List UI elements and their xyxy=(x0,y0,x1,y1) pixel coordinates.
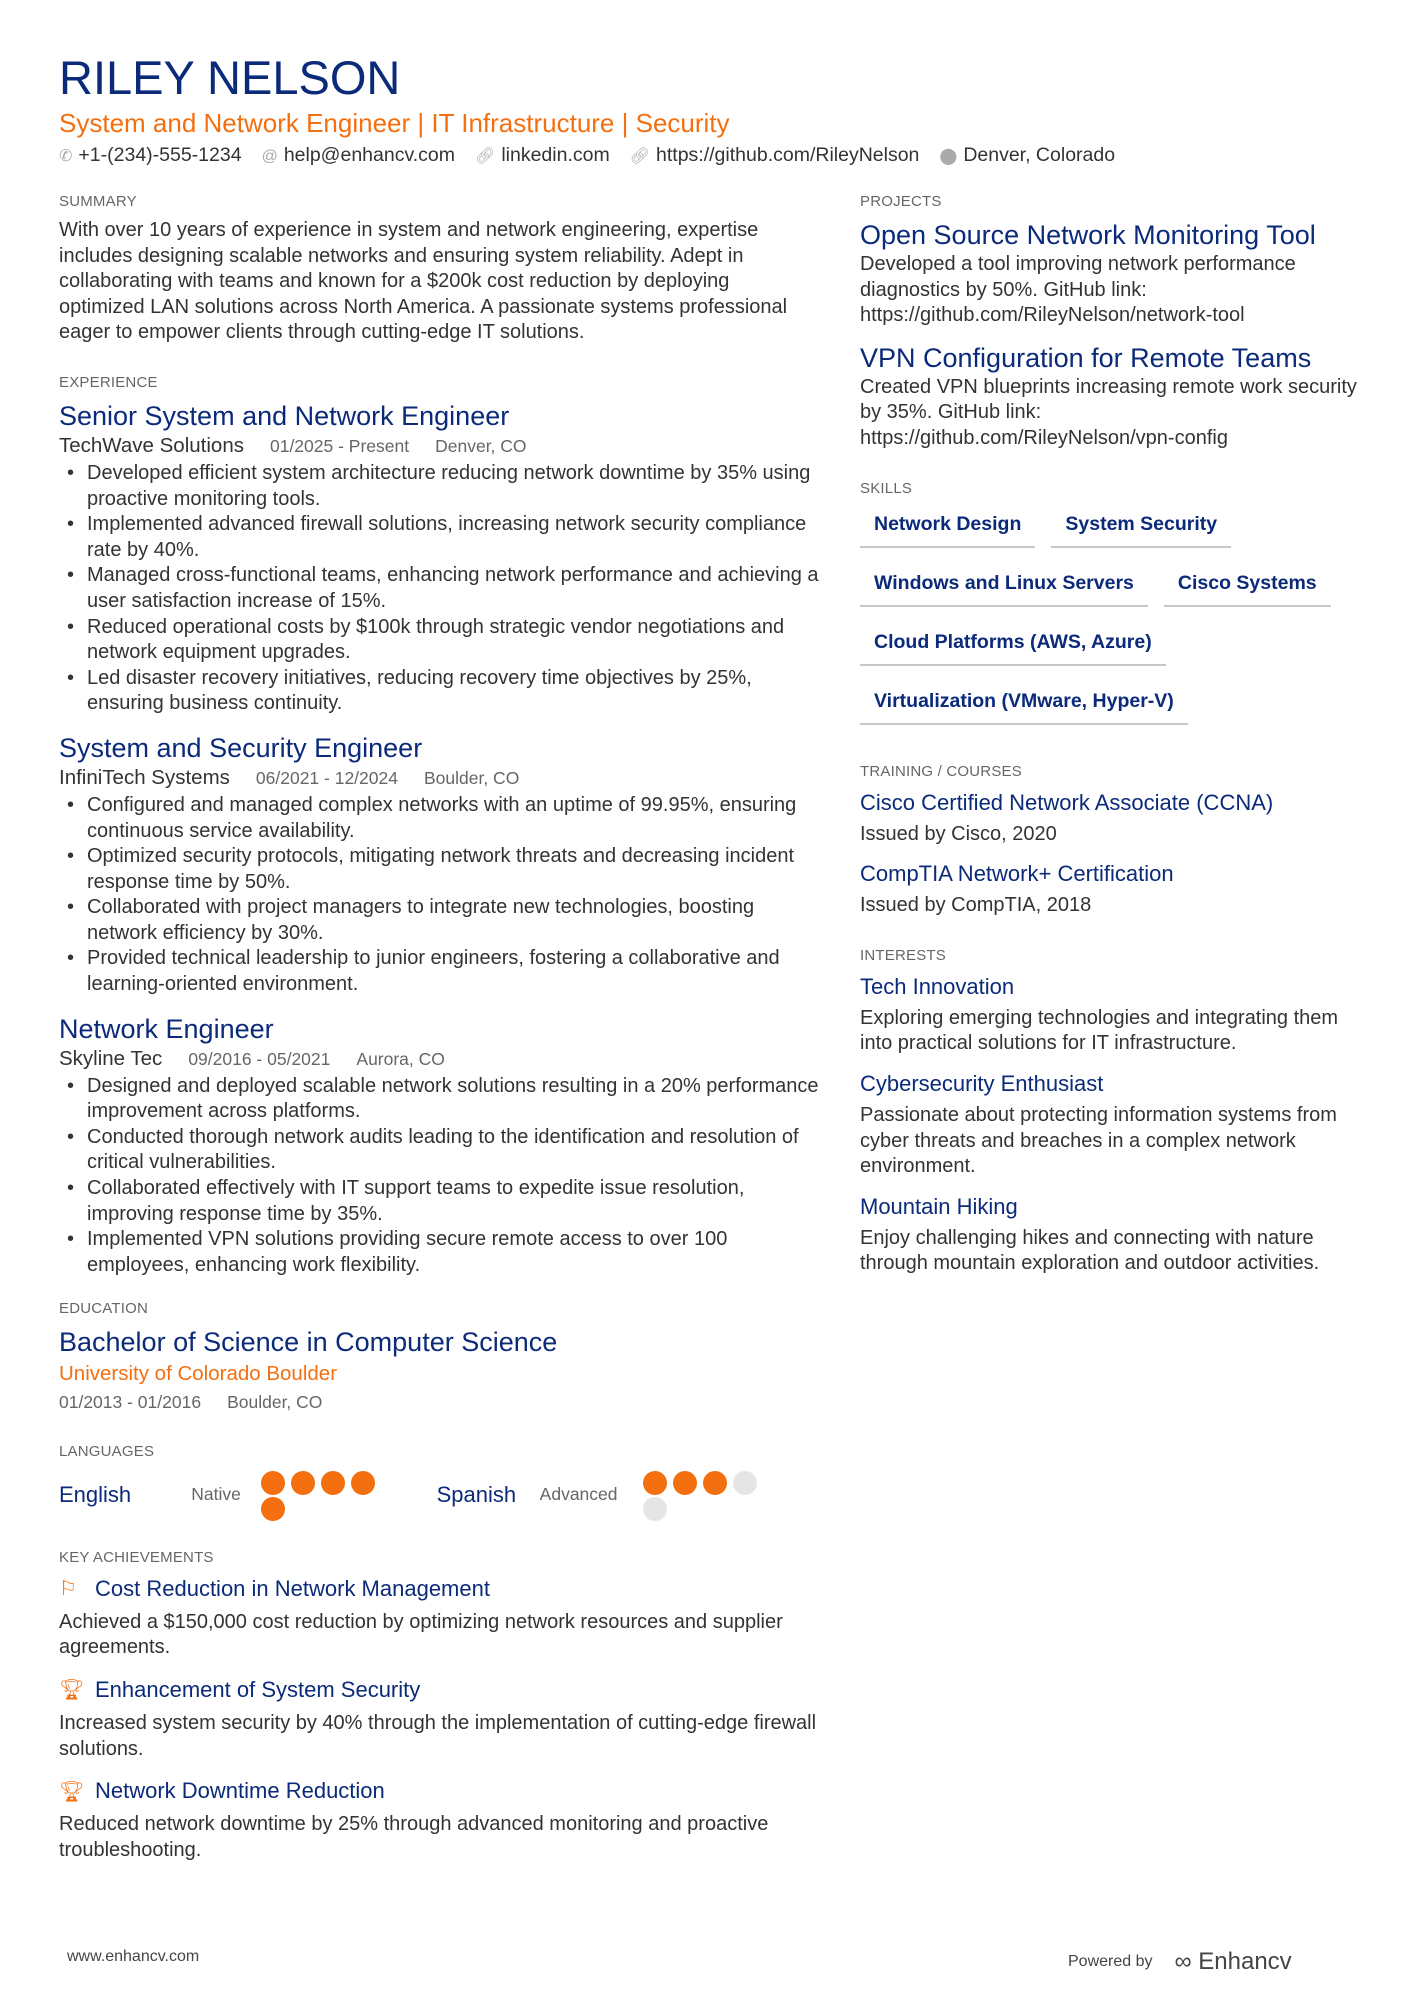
trophy-icon: 🏆︎ xyxy=(59,1780,85,1803)
footer-brand[interactable] xyxy=(1068,1948,1292,1976)
interest-text: Enjoy challenging hikes and connecting with nature through mountain exploration and outdoor activities. xyxy=(860,1226,1320,1275)
language-level: Advanced xyxy=(539,1484,618,1505)
bullet: • Collaborated effectively with IT support teams to expedite issue resolution, improving response time by 35%. xyxy=(59,1176,819,1227)
job-bullets xyxy=(59,1074,819,1279)
bullet: • Reduced operational costs by $100k through strategic vendor negotiations and network equipment upgrades. xyxy=(59,615,819,666)
project xyxy=(860,341,1360,452)
course-issuer: Issued by Cisco, 2020 xyxy=(860,822,1057,845)
interest-text: Passionate about protecting information systems from cyber threats and breaches in a complex network environment. xyxy=(860,1103,1337,1178)
trophy-icon: 🏆︎ xyxy=(59,1679,85,1702)
skill-tag: Cisco Systems xyxy=(1164,564,1331,607)
language-name: English xyxy=(59,1481,132,1507)
job-bullets xyxy=(59,793,819,998)
github-text: https://github.com/RileyNelson xyxy=(656,144,920,166)
left-column xyxy=(59,193,819,1891)
link-icon: 🔗︎ xyxy=(629,148,651,165)
bullet: • Managed cross-functional teams, enhancing network performance and achieving a user satisfaction increase of 15%. xyxy=(59,563,819,614)
company: TechWave Solutions xyxy=(59,433,244,457)
bullet: • Provided technical leadership to junior engineers, fostering a collaborative and learning-oriented environment. xyxy=(59,946,819,997)
job-entry xyxy=(59,399,819,717)
languages-section xyxy=(59,1443,819,1520)
achievements-section xyxy=(59,1549,819,1864)
interest-title: Cybersecurity Enthusiast xyxy=(860,1070,1104,1096)
rating-dots xyxy=(261,1468,407,1520)
job-dates: 06/2021 - 12/2024 xyxy=(255,767,398,788)
skill-tag: Virtualization (VMware, Hyper-V) xyxy=(860,682,1188,725)
achievement xyxy=(59,1574,819,1661)
project xyxy=(860,218,1360,329)
candidate-name: RILEY NELSON xyxy=(59,51,401,104)
language-name: Spanish xyxy=(436,1481,517,1507)
enhancv-logo-icon: ∞ Enhancv xyxy=(1174,1948,1292,1975)
phone-text: +1-(234)-555-1234 xyxy=(78,144,242,166)
achievement-header xyxy=(59,1675,819,1705)
achievement-title: Enhancement of System Security xyxy=(95,1676,421,1702)
achievement-text: Reduced network downtime by 25% through advanced monitoring and proactive troubleshooting. xyxy=(59,1813,769,1861)
project-title: Open Source Network Monitoring Tool xyxy=(860,220,1316,250)
school: University of Colorado Boulder xyxy=(59,1362,338,1386)
achievement-text: Achieved a $150,000 cost reduction by optimizing network resources and supplier agreements. xyxy=(59,1610,783,1659)
flag-icon: ⚐ xyxy=(59,1578,77,1601)
section-label: PROJECTS xyxy=(860,193,942,210)
summary-section xyxy=(59,193,819,346)
contact-location xyxy=(939,144,1115,167)
experience-section xyxy=(59,374,819,1278)
project-text: Created VPN blueprints increasing remote work security by 35%. GitHub link: https://github.com/RileyNelson/vpn-config xyxy=(860,375,1357,449)
achievement-header xyxy=(59,1574,819,1604)
skill-tag: System Security xyxy=(1051,505,1231,548)
rating-dot-filled xyxy=(673,1471,697,1495)
achievement xyxy=(59,1675,819,1762)
section-label: EDUCATION xyxy=(59,1300,149,1318)
rating-dot-filled xyxy=(351,1471,375,1495)
rating-dot-filled xyxy=(291,1471,315,1495)
job-title: System and Security Engineer xyxy=(59,732,423,763)
degree: Bachelor of Science in Computer Science xyxy=(59,1327,558,1358)
achievement-title: Network Downtime Reduction xyxy=(95,1778,385,1804)
job-meta xyxy=(59,765,819,791)
job-title: Senior System and Network Engineer xyxy=(59,400,510,431)
linkedin-text: linkedin.com xyxy=(501,144,610,166)
contact-github[interactable] xyxy=(630,144,920,167)
contact-bar xyxy=(59,144,1115,167)
job-bullets xyxy=(59,461,819,717)
interest-title: Tech Innovation xyxy=(860,973,1015,999)
contact-linkedin[interactable] xyxy=(475,144,610,167)
rating-dots xyxy=(643,1468,789,1520)
job-meta xyxy=(59,1046,819,1072)
skills-section xyxy=(860,480,1360,725)
training-section xyxy=(860,763,1360,919)
link-icon: 🔗︎ xyxy=(475,148,496,165)
bullet: • Designed and deployed scalable network solutions resulting in a 20% performance improvement across platforms. xyxy=(59,1074,819,1125)
job-dates: 09/2016 - 05/2021 xyxy=(188,1048,331,1069)
section-label: TRAINING / COURSES xyxy=(860,762,1022,780)
achievement xyxy=(59,1776,819,1863)
bullet: • Configured and managed complex networks with an uptime of 99.95%, ensuring continuous service availability. xyxy=(59,793,819,844)
section-label: SKILLS xyxy=(860,479,913,497)
bullet: • Conducted thorough network audits leading to the identification and resolution of critical vulnerabilities. xyxy=(59,1125,819,1176)
brand-name: Enhancv xyxy=(1198,1948,1292,1975)
section-label: EXPERIENCE xyxy=(59,373,158,391)
headline: System and Network Engineer | IT Infrastructure | Security xyxy=(59,108,730,138)
projects-section xyxy=(860,193,1360,452)
rating-dot-filled xyxy=(261,1471,285,1495)
at-icon: @ xyxy=(261,148,278,165)
section-label: SUMMARY xyxy=(59,193,137,210)
language-level: Native xyxy=(191,1484,241,1505)
company: InfiniTech Systems xyxy=(59,765,230,789)
job-meta xyxy=(59,433,819,459)
job-entry xyxy=(59,1012,819,1279)
right-column xyxy=(860,193,1360,1305)
email-text: help@enhancv.com xyxy=(283,144,456,166)
edu-location: Boulder, CO xyxy=(227,1392,323,1413)
section-label: INTERESTS xyxy=(860,946,946,964)
contact-email[interactable] xyxy=(262,144,455,167)
bullet: • Implemented VPN solutions providing secure remote access to over 100 employees, enhancing work flexibility. xyxy=(59,1227,819,1278)
bullet: • Optimized security protocols, mitigating network threats and decreasing incident response time by 50%. xyxy=(59,844,819,895)
job-title: Network Engineer xyxy=(59,1013,274,1044)
summary-text: With over 10 years of experience in system and network engineering, expertise includes designing scalable networks and ensuring system reliability. Adept in collaborating with teams and known for a $200k cost reduction by deploying optimized LAN solutions across North America. A passionate systems professional eager to empower clients through cutting-edge IT solutions. xyxy=(59,219,788,344)
course-title: CompTIA Network+ Certification xyxy=(860,861,1174,887)
bullet: • Developed efficient system architecture reducing network downtime by 35% using proactive monitoring tools. xyxy=(59,461,819,512)
powered-by: Powered by xyxy=(1068,1953,1153,1970)
rating-dot-empty xyxy=(733,1471,757,1495)
achievement-header xyxy=(59,1776,819,1806)
job-location: Boulder, CO xyxy=(423,767,520,788)
rating-dot-filled xyxy=(703,1471,727,1495)
interest-title: Mountain Hiking xyxy=(860,1193,1018,1219)
location-icon: ⬤ xyxy=(939,148,958,165)
bullet: • Led disaster recovery initiatives, reducing recovery time objectives by 25%, ensuring business continuity. xyxy=(59,666,819,717)
footer-site[interactable]: www.enhancv.com xyxy=(67,1948,200,1965)
project-text: Developed a tool improving network performance diagnostics by 50%. GitHub link: https://github.com/RileyNelson/network-tool xyxy=(860,253,1296,327)
achievement-text: Increased system security by 40% through the implementation of cutting-edge firewall solutions. xyxy=(59,1711,817,1760)
job-location: Denver, CO xyxy=(435,435,527,456)
location-text: Denver, Colorado xyxy=(963,144,1116,166)
contact-phone[interactable] xyxy=(59,144,242,167)
rating-dot-empty xyxy=(643,1497,667,1521)
section-label: KEY ACHIEVEMENTS xyxy=(59,1548,214,1566)
education-section xyxy=(59,1300,819,1415)
project-title: VPN Configuration for Remote Teams xyxy=(860,342,1312,373)
skill-tag: Windows and Linux Servers xyxy=(860,564,1148,607)
job-location: Aurora, CO xyxy=(356,1048,445,1069)
course-issuer: Issued by CompTIA, 2018 xyxy=(860,894,1092,917)
company: Skyline Tec xyxy=(59,1046,163,1070)
job-dates: 01/2025 - Present xyxy=(269,435,410,456)
bullet: • Collaborated with project managers to integrate new technologies, boosting network efficiency by 30%. xyxy=(59,895,819,946)
edu-dates: 01/2013 - 01/2016 xyxy=(59,1392,202,1413)
skill-tag: Network Design xyxy=(860,505,1035,548)
interests-section xyxy=(860,947,1360,1277)
rating-dot-filled xyxy=(321,1471,345,1495)
job-entry xyxy=(59,731,819,998)
phone-icon: ✆ xyxy=(59,148,73,165)
section-label: LANGUAGES xyxy=(59,1443,155,1461)
skill-tag: Cloud Platforms (AWS, Azure) xyxy=(860,623,1166,666)
interest-text: Exploring emerging technologies and integrating them into practical solutions for IT infrastructure. xyxy=(860,1006,1339,1055)
rating-dot-filled xyxy=(261,1497,285,1521)
rating-dot-filled xyxy=(643,1471,667,1495)
achievement-title: Cost Reduction in Network Management xyxy=(95,1575,490,1601)
course-title: Cisco Certified Network Associate (CCNA) xyxy=(860,789,1274,815)
bullet: • Implemented advanced firewall solutions, increasing network security compliance rate by 40%. xyxy=(59,512,819,563)
